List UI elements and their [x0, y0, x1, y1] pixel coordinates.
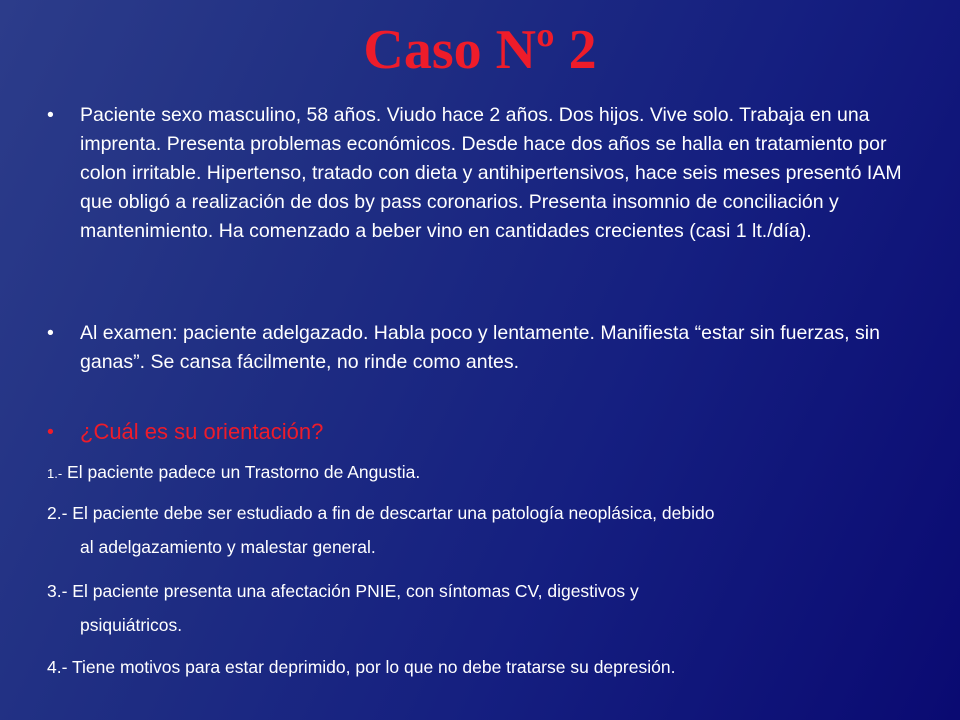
bullet-dot-icon: • [47, 104, 54, 126]
option-number: 4.- [47, 657, 68, 677]
bullet-dot-icon: • [47, 421, 54, 443]
bullet-item-case-description [47, 101, 910, 246]
option-text: Tiene motivos para estar deprimido, por lo que no debe tratarse su depresión. [67, 657, 676, 677]
option-text: El paciente presenta una afectación PNIE, con síntomas CV, digestivos y [67, 581, 639, 601]
option-number: 3.- [47, 581, 68, 601]
option-text: El paciente debe ser estudiado a fin de descartar una patología neoplásica, debido [67, 503, 715, 523]
option-text-continued: psiquiátricos. [80, 615, 183, 635]
answer-option-4 [47, 650, 937, 684]
question-text: ¿Cuál es su orientación? [80, 419, 324, 444]
option-number: 1.- [47, 466, 63, 481]
bullet-text: Al examen: paciente adelgazado. Habla poco y lentamente. Manifiesta “estar sin fuerzas, sin ganas”. Se cansa fácilmente, no rinde como antes. [80, 322, 880, 373]
option-number: 2.- [47, 503, 68, 523]
answer-option-1 [47, 455, 937, 491]
bullet-text: Paciente sexo masculino, 58 años. Viudo hace 2 años. Dos hijos. Vive solo. Trabaja en una imprenta. Presenta problemas económicos. Desde hace dos años se halla en tratamiento por colon irritable. Hipertenso, tratado con dieta y antihipertensivos, hace seis meses presentó IAM que obligó a realización de dos by pass coronarios. Presenta insomnio de conciliación y mantenimiento. Ha comenzado a beber vino en cantidades crecientes (casi 1 lt./día). [80, 104, 902, 242]
bullet-item-question [47, 417, 910, 447]
answer-option-3 [47, 574, 937, 642]
slide-title: Caso Nº 2 [363, 19, 597, 81]
option-text-continued: al adelgazamiento y malestar general. [80, 537, 376, 557]
bullet-dot-icon: • [47, 322, 54, 344]
option-text: El paciente padece un Trastorno de Angustia. [62, 462, 421, 482]
bullet-item-examination [47, 319, 910, 377]
answer-option-2 [47, 496, 937, 564]
